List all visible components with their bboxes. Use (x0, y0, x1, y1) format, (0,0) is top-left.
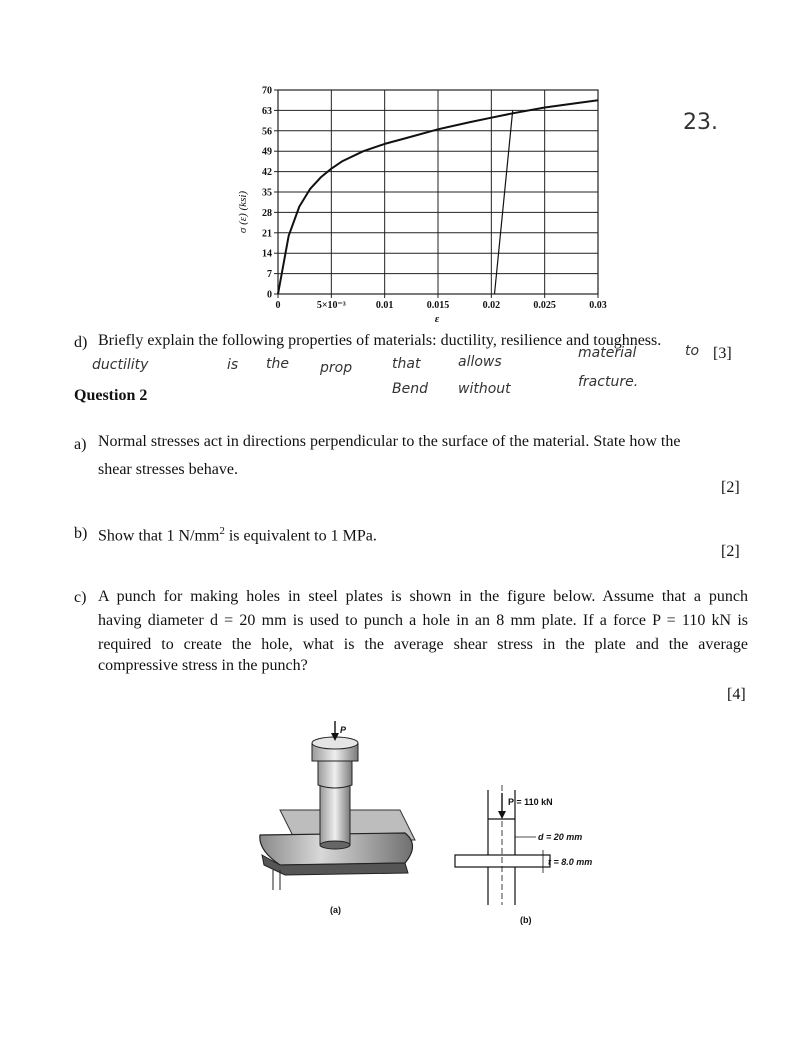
punch-drawing-a (260, 721, 415, 890)
handwriting-word: to (685, 343, 700, 359)
x-tick-label: 0.03 (589, 300, 607, 311)
y-tick-label: 14 (262, 248, 272, 260)
x-axis-label: ε (434, 313, 440, 325)
handwriting-word: allows (458, 354, 502, 370)
force-arrowhead (498, 811, 506, 819)
question-2-heading: Question 2 (74, 387, 148, 404)
handwriting-word: the (266, 356, 289, 372)
handwriting-word: that (392, 356, 421, 372)
question-2a-line1: Normal stresses act in directions perpendicular to the surface of the material. State how the (98, 433, 681, 450)
question-2a-label: a) (74, 436, 87, 453)
handwriting-word: Bend (392, 381, 428, 397)
handwriting-word: is (227, 357, 239, 373)
x-tick-label: 5×10⁻³ (316, 300, 346, 311)
score-annotation: 23. (683, 110, 718, 135)
force-value-label: P = 110 kN (508, 797, 553, 807)
handwriting-word: prop (320, 360, 353, 376)
question-2a-marks: [2] (721, 479, 740, 496)
question-d-marks: [3] (713, 345, 732, 362)
x-tick-label: 0.025 (533, 300, 556, 311)
caption-b: (b) (520, 915, 532, 925)
y-tick-label: 70 (262, 85, 272, 97)
question-2c-line1: A punch for making holes in steel plates is shown in the figure below. Assume that a punch (98, 588, 748, 605)
y-tick-label: 42 (262, 167, 272, 179)
unloading-line (495, 110, 513, 294)
question-2b-sup: 2 (219, 525, 225, 537)
question-2c-line2: having diameter d = 20 mm is used to punch a hole in an 8 mm plate. If a force P = 110 kN is (98, 612, 748, 629)
chart-ticks (262, 86, 607, 312)
question-d-label: d) (74, 334, 88, 351)
question-2a-line2: shear stresses behave. (98, 461, 238, 478)
stress-strain-chart (0, 0, 796, 330)
x-tick-label: 0.01 (375, 300, 394, 311)
x-tick-label: 0.015 (426, 300, 450, 311)
question-2c-line3: required to create the hole, what is the average shear stress in the plate and the average (98, 636, 748, 653)
question-2b-text-post: is equivalent to 1 MPa. (224, 527, 377, 545)
y-tick-label: 49 (262, 146, 272, 158)
question-2b-label: b) (74, 525, 88, 542)
y-tick-label: 56 (262, 126, 272, 138)
force-p-label: P (340, 725, 347, 735)
question-d-text: Briefly explain the following properties of materials: ductility, resilience and toughness. (98, 332, 662, 349)
y-tick-label: 28 (262, 207, 272, 219)
thickness-label: t = 8.0 mm (548, 857, 593, 867)
y-axis-label: σ (ε) (ksi) (237, 190, 249, 234)
y-tick-label: 35 (262, 187, 272, 199)
y-tick-label: 7 (267, 269, 272, 281)
handwriting-word: material (578, 345, 637, 361)
y-tick-label: 0 (267, 289, 272, 301)
y-tick-label: 63 (262, 105, 272, 117)
question-2c-marks: [4] (727, 686, 746, 703)
punch-figure (240, 715, 620, 935)
chart-grid (278, 90, 598, 294)
question-2b-text (98, 520, 377, 547)
diameter-label: d = 20 mm (538, 832, 583, 842)
x-tick-label: 0 (275, 300, 281, 311)
handwriting-word: without (458, 381, 511, 397)
question-2b-text-pre: Show that 1 N/mm (98, 527, 220, 545)
question-2c-line4: compressive stress in the punch? (98, 657, 308, 674)
caption-a: (a) (330, 905, 341, 915)
y-tick-label: 21 (262, 228, 272, 240)
handwriting-word: ductility (92, 357, 149, 373)
question-2c-label: c) (74, 589, 87, 606)
x-tick-label: 0.02 (482, 300, 501, 311)
handwriting-word: fracture. (578, 374, 639, 390)
question-2b-marks: [2] (721, 543, 740, 560)
